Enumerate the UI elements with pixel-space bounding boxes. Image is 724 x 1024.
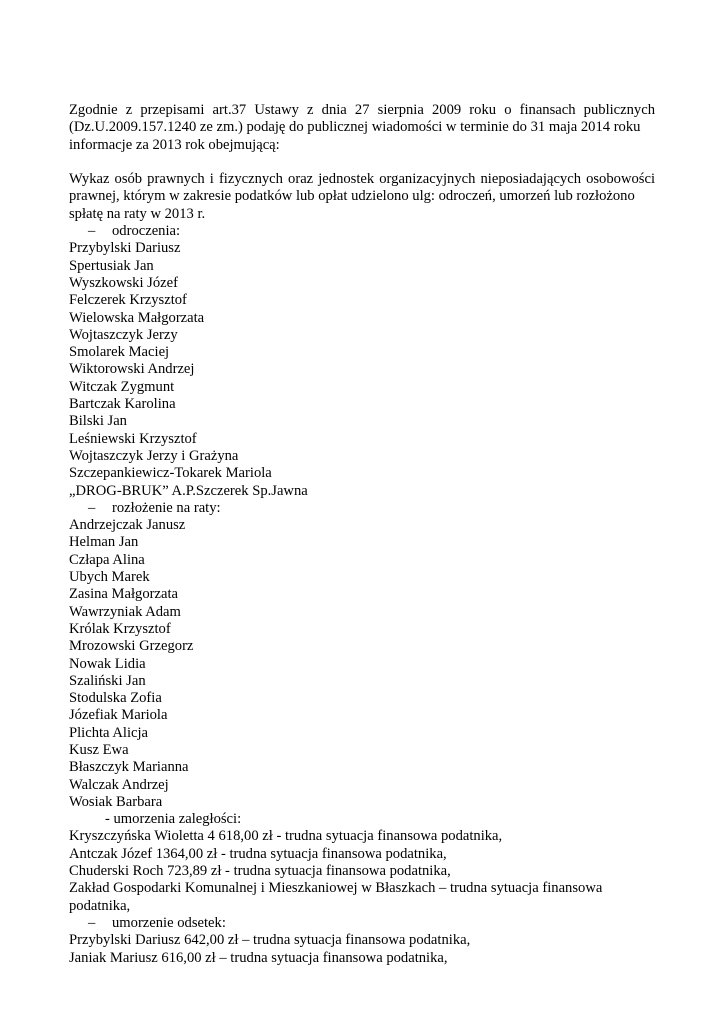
wykaz-line: prawnej, którym w zakresie podatków lub opłat udzielono ulg: odroczeń, umorzeń lub rozłożono bbox=[69, 188, 635, 205]
list-item: Leśniewski Krzysztof bbox=[69, 430, 197, 447]
list-item: Ubych Marek bbox=[69, 569, 150, 586]
list-item: Zakład Gospodarki Komunalnej i Mieszkaniowej w Błaszkach – trudna sytuacja finansowa podatnika, bbox=[69, 880, 603, 914]
umorzenia-zaleglosci-list bbox=[69, 828, 655, 914]
list-item: Przybylski Dariusz 642,00 zł – trudna sytuacja finansowa podatnika, bbox=[69, 932, 471, 949]
odroczenia-heading bbox=[69, 223, 655, 240]
list-item: Bilski Jan bbox=[69, 413, 127, 430]
list-item: Zasina Małgorzata bbox=[69, 586, 178, 603]
dash-bullet: – bbox=[88, 914, 96, 931]
wykaz-line: Wykaz osób prawnych i fizycznych oraz jednostek organizacyjnych nieposiadających osobowości bbox=[69, 171, 655, 188]
umorzenie-odsetek-heading bbox=[69, 915, 655, 932]
list-item: Szaliński Jan bbox=[69, 672, 146, 689]
wykaz-line: spłatę na raty w 2013 r. bbox=[69, 205, 206, 222]
list-item: Szczepankiewicz-Tokarek Mariola bbox=[69, 465, 272, 482]
list-item: Wojtaszczyk Jerzy i Grażyna bbox=[69, 447, 239, 464]
list-item: Józefiak Mariola bbox=[69, 707, 168, 724]
list-item: Kryszczyńska Wioletta 4 618,00 zł - trudna sytuacja finansowa podatnika, bbox=[69, 828, 503, 845]
list-item: Chuderski Roch 723,89 zł - trudna sytuacja finansowa podatnika, bbox=[69, 863, 451, 880]
wykaz-paragraph bbox=[69, 171, 655, 223]
list-item: Stodulska Zofia bbox=[69, 690, 162, 707]
list-item: Wyszkowski Józef bbox=[69, 274, 178, 291]
list-item: Helman Jan bbox=[69, 534, 139, 551]
document-content bbox=[69, 102, 655, 967]
umorzenie-odsetek-heading-label: umorzenie odsetek: bbox=[112, 914, 226, 931]
odroczenia-list bbox=[69, 240, 655, 499]
list-item: Kusz Ewa bbox=[69, 741, 129, 758]
list-item: Mrozowski Grzegorz bbox=[69, 638, 194, 655]
list-item: Witczak Zygmunt bbox=[69, 378, 175, 395]
list-item: Królak Krzysztof bbox=[69, 620, 171, 637]
intro-line: Zgodnie z przepisami art.37 Ustawy z dnia 27 sierpnia 2009 roku o finansach publicznych bbox=[69, 102, 655, 118]
raty-heading bbox=[69, 500, 655, 517]
dash-bullet: – bbox=[88, 223, 96, 240]
paragraph-gap bbox=[69, 154, 655, 171]
list-item: Wawrzyniak Adam bbox=[69, 603, 181, 620]
list-item: Wielowska Małgorzata bbox=[69, 309, 205, 326]
list-item: Antczak Józef 1364,00 zł - trudna sytuacja finansowa podatnika, bbox=[69, 845, 447, 862]
list-item: Smolarek Maciej bbox=[69, 344, 170, 361]
intro-paragraph bbox=[69, 102, 655, 154]
list-item: Błaszczyk Marianna bbox=[69, 759, 189, 776]
intro-line: (Dz.U.2009.157.1240 ze zm.) podaję do publicznej wiadomości w terminie do 31 maja 2014 roku bbox=[69, 119, 641, 136]
raty-heading-label: rozłożenie na raty: bbox=[112, 499, 221, 516]
list-item: „DROG-BRUK” A.P.Szczerek Sp.Jawna bbox=[69, 482, 308, 499]
umorzenia-zaleglosci-heading: - umorzenia zaległości: bbox=[105, 811, 242, 828]
list-item: Plichta Alicja bbox=[69, 724, 149, 741]
list-item: Wiktorowski Andrzej bbox=[69, 361, 195, 378]
intro-line: informacje za 2013 rok obejmującą: bbox=[69, 136, 280, 153]
list-item: Janiak Mariusz 616,00 zł – trudna sytuacja finansowa podatnika, bbox=[69, 949, 448, 966]
list-item: Nowak Lidia bbox=[69, 655, 146, 672]
list-item: Przybylski Dariusz bbox=[69, 240, 181, 257]
list-item: Bartczak Karolina bbox=[69, 396, 176, 413]
list-item: Spertusiak Jan bbox=[69, 257, 154, 274]
umorzenie-odsetek-list bbox=[69, 932, 655, 967]
list-item: Człapa Alina bbox=[69, 551, 145, 568]
list-item: Walczak Andrzej bbox=[69, 776, 169, 793]
raty-list bbox=[69, 517, 655, 811]
list-item: Felczerek Krzysztof bbox=[69, 292, 187, 309]
odroczenia-heading-label: odroczenia: bbox=[112, 223, 181, 240]
dash-bullet: – bbox=[88, 499, 96, 516]
list-item: Andrzejczak Janusz bbox=[69, 517, 186, 534]
list-item: Wosiak Barbara bbox=[69, 793, 163, 810]
list-item: Wojtaszczyk Jerzy bbox=[69, 326, 178, 343]
